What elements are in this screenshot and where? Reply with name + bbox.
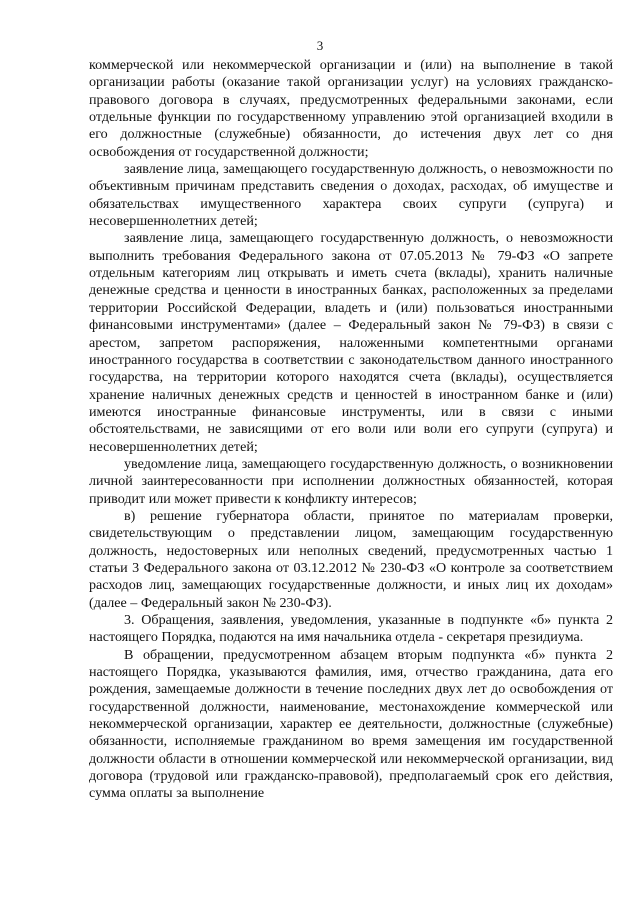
paragraph: коммерческой или некоммерческой организации и (или) на выполнение в такой организации работы (оказание такой организации услуг) на условиях гражданско-правового договора в случаях, предусмотренных федеральными законами, если отдельные функции по государственному управлению этой организацией входили в его должностные (служебные) обязанности, до истечения двух лет со дня освобождения от государственной должности; — [89, 57, 613, 160]
paragraph: в) решение губернатора области, принятое по материалам проверки, свидетельствующим о представлении лицом, замещающим государственную должность, недостоверных или неполных сведений, предусмотренных частью 1 статьи 3 Федерального закона от 03.12.2012 № 230-ФЗ «О контроле за соответствием расходов лиц, замещающих государственные должности, и иных лиц их доходам» (далее – Федеральный закон № 230-ФЗ). — [89, 507, 613, 611]
paragraph: заявление лица, замещающего государственную должность, о невозможности выполнить требования Федерального закона от 07.05.2013 № 79-ФЗ «О запрете отдельным категориям лиц открывать и иметь счета (вклады), хранить наличные денежные средства и ценности в иностранных банках, расположенных за пределами территории Российской Федерации, владеть и (или) пользоваться иностранными финансовыми инструментами» (далее – Федеральный закон № 79-ФЗ) в связи с арестом, запретом распоряжения, наложенными компетентными органами иностранного государства в соответствии с законодательством данного иностранного государства, на территории которого находятся счета (вклады), осуществляется хранение наличных денежных средств и ценностей в иностранном банке и (или) имеются иностранные финансовые инструменты, или в связи с иными обстоятельствами, не зависящими от его воли или воли его супруги (супруга) и несовершеннолетних детей; — [89, 230, 613, 455]
paragraph: В обращении, предусмотренном абзацем вторым подпункта «б» пункта 2 настоящего Порядка, указываются фамилия, имя, отчество гражданина, дата его рождения, замещаемые должности в течение последних двух лет до освобождения от государственной должности, наименование, местонахождение коммерческой или некоммерческой организации, характер ее деятельности, должностные (служебные) обязанности, исполняемые гражданином во время замещения им государственной должности области в отношении коммерческой или некоммерческой организации, вид договора (трудовой или гражданско-правовой), предполагаемый срок его действия, сумма оплаты за выполнение — [89, 646, 613, 802]
paragraph: уведомление лица, замещающего государственную должность, о возникновении личной заинтересованности при исполнении должностных обязанностей, которая приводит или может привести к конфликту интересов; — [89, 455, 613, 507]
paragraph: 3. Обращения, заявления, уведомления, указанные в подпункте «б» пункта 2 настоящего Порядка, подаются на имя начальника отдела - секретаря президиума. — [89, 612, 613, 646]
document-body — [89, 57, 613, 803]
page-number: 3 — [316, 38, 324, 53]
paragraph: заявление лица, замещающего государственную должность, о невозможности по объективным причинам представить сведения о доходах, расходах, об имуществе и обязательствах имущественного характера своих супруги (супруга) и несовершеннолетних детей; — [89, 161, 613, 230]
